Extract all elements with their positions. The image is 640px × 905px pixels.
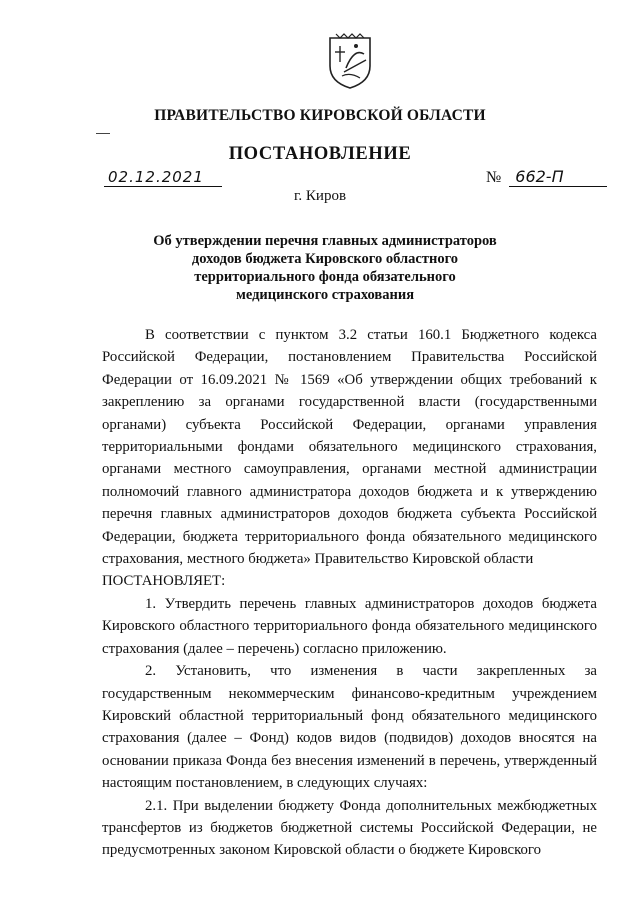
scan-mark	[96, 133, 110, 134]
preamble-paragraph: В соответствии с пунктом 3.2 статьи 160.1 Бюджетного кодекса Российской Федерации, постановлением Правительства Российской Федерации от 16.09.2021 № 1569 «Об утверждении общих требований к закреплению за органами государственной власти (государственными органами) субъекта Российской Федерации, органами управления территориальными фондами обязательного медицинского страхования, органами местного самоуправления, органами местной администрации полномочий главного администратора доходов бюджета и к утверждению перечня главных администраторов доходов бюджета субъекта Российской Федерации, бюджета территориального фонда обязательного медицинского страхования, местного бюджета» Правительство Кировской области	[102, 327, 597, 568]
city: г. Киров	[293, 188, 347, 204]
coat-of-arms-icon	[326, 32, 374, 90]
resolves-heading: ПОСТАНОВЛЯЕТ:	[102, 573, 226, 590]
document-number	[486, 168, 607, 187]
number-sign: №	[486, 169, 502, 186]
paragraph-2: 2. Установить, что изменения в части закрепленных за государственным некоммерческим финансово-кредитным учреждением Кировский областной территориальный фонд обязательного медицинского страхования (далее – Фонд) кодов видов (подвидов) доходов вносятся на основании приказа Фонда без внесения изменений в перечень, утвержденный настоящим постановлением, в следующих случаях:	[102, 663, 597, 792]
paragraph-1: 1. Утвердить перечень главных администраторов доходов бюджета Кировского областного территориального фонда обязательного медицинского страхования (далее – перечень) согласно приложению.	[102, 595, 597, 657]
organization-title: ПРАВИТЕЛЬСТВО КИРОВСКОЙ ОБЛАСТИ	[154, 107, 486, 124]
document-body	[102, 324, 597, 862]
document-type: ПОСТАНОВЛЕНИЕ	[228, 144, 412, 164]
document-subject: Об утверждении перечня главных администраторов доходов бюджета Кировского областного территориального фонда обязательного медицинского страхования	[153, 233, 497, 303]
number-value: 662-П	[509, 168, 607, 187]
paragraph-2-1: 2.1. При выделении бюджету Фонда дополнительных межбюджетных трансфертов из бюджетов бюджетной системы Российской Федерации, не предусмотренных законом Кировской области о бюджете Кировского	[102, 797, 597, 859]
document-date: 02.12.2021	[104, 168, 222, 187]
